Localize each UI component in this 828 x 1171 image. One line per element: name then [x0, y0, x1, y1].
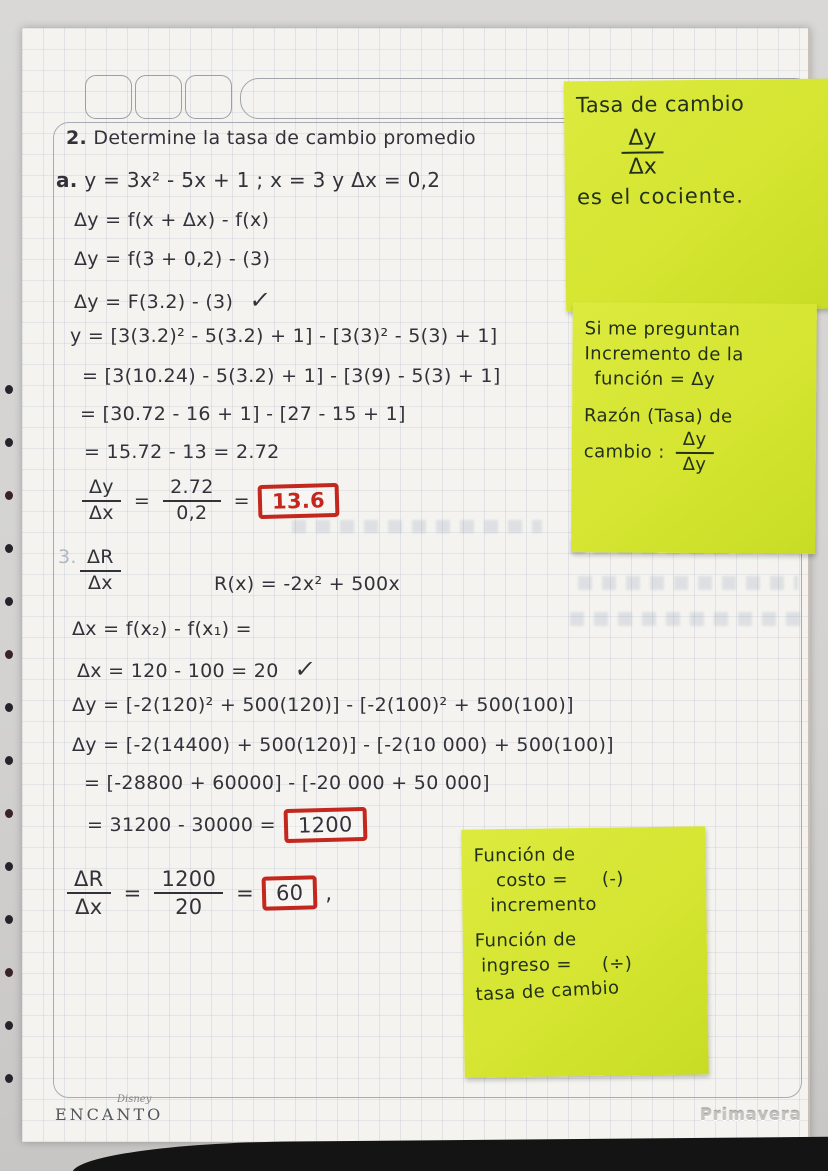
equation-line: [77, 655, 318, 683]
equals-sign: =: [236, 881, 255, 906]
checkmark-icon: ✓: [292, 655, 318, 683]
sticky2-line: Incremento de la: [584, 343, 744, 366]
binding-hole: [5, 1021, 13, 1030]
fraction-numerator: Δy: [676, 431, 714, 454]
binding-holes: [5, 385, 13, 1083]
bleed-through-marks: [578, 576, 798, 590]
sticky-note-cost-revenue: [461, 826, 708, 1077]
fraction-denominator: Δx: [89, 501, 114, 524]
sticky2-line: función = Δy: [594, 368, 716, 391]
final-rate-result-line: [62, 868, 332, 918]
problem-number-line: [66, 127, 476, 149]
fraction-dR-dx: [80, 548, 121, 594]
equation-line: = [3(10.24) - 5(3.2) + 1] - [3(9) - 5(3) + 1]: [82, 365, 501, 387]
fraction-denominator: Δy: [682, 453, 707, 475]
header-box-2: [135, 75, 182, 119]
binding-hole: [5, 544, 13, 553]
revenue-function: R(x) = -2x² + 500x: [214, 573, 400, 595]
fraction-numerator: Δy: [82, 478, 121, 502]
binding-hole: [5, 1074, 13, 1083]
equation-line: y = [3(3.2)² - 5(3.2) + 1] - [3(3)² - 5(3) + 1]: [70, 325, 498, 347]
fraction-numerator: ΔR: [67, 868, 111, 894]
fraction-denominator: 0,2: [176, 501, 208, 524]
sticky2-fraction: [676, 428, 714, 475]
equals-sign: =: [123, 881, 142, 906]
checkmark-icon: ✓: [247, 286, 272, 314]
equation-text: Δx = 120 - 100 = 20: [77, 660, 279, 682]
header-box-1: [85, 75, 132, 119]
equation-line: Δy = [-2(120)² + 500(120)] - [-2(100)² + 500(100)]: [72, 694, 574, 716]
fraction-dy-dx: [82, 478, 121, 524]
equation-line: [56, 168, 440, 192]
header-box-3: [185, 75, 232, 119]
sticky3-line: [481, 952, 695, 976]
binding-hole: [5, 968, 13, 977]
sticky3-line: tasa de cambio: [475, 977, 620, 1006]
disney-script-logo: Disney: [117, 1094, 152, 1105]
boxed-answer-13-6: 13.6: [257, 483, 339, 519]
binding-hole: [5, 385, 13, 394]
equation-line: [74, 286, 270, 314]
equals-sign: =: [133, 489, 151, 512]
sticky1-fraction: [621, 126, 664, 179]
sticky3-line: [496, 867, 694, 891]
sticky-note-rate-definition: [564, 79, 828, 312]
boxed-answer-60: 60: [262, 875, 318, 911]
binding-hole: [5, 862, 13, 871]
bleed-through-marks: [570, 612, 800, 626]
fraction-denominator: Δx: [75, 895, 103, 920]
sticky2-text: cambio :: [583, 441, 665, 464]
encanto-logo: [55, 1094, 163, 1124]
comma: ,: [325, 881, 333, 906]
equation-line: = [30.72 - 16 + 1] - [27 - 15 + 1]: [80, 403, 406, 425]
problem-number: 2.: [66, 127, 88, 149]
equation-text: = 31200 - 30000 =: [87, 814, 276, 836]
fraction-numerator: 2.72: [163, 478, 221, 502]
sticky-note-increment-vs-rate: [571, 302, 817, 554]
fraction-dR-dx: [67, 868, 111, 918]
fraction-denominator: 20: [175, 895, 203, 920]
sticky3-line: Función de: [474, 929, 577, 952]
section-number: 3.: [58, 546, 77, 568]
sticky3-line: Función de: [473, 844, 576, 867]
equation-line: = [-28800 + 60000] - [-20 000 + 50 000]: [84, 772, 490, 794]
encanto-wordmark: ENCANTO: [55, 1105, 164, 1124]
sticky2-line: [584, 430, 804, 475]
minus-in-parens: (-): [601, 868, 624, 890]
divide-in-parens: (÷): [601, 953, 633, 975]
equation-line: [87, 808, 367, 842]
fraction-numerator: ΔR: [80, 548, 121, 572]
sticky2-line: Si me preguntan: [584, 318, 741, 341]
equation-line: Δy = f(3 + 0,2) - (3): [74, 248, 271, 270]
fraction-272-02: [163, 478, 221, 524]
binding-hole: [5, 650, 13, 659]
primavera-brand: Primavera: [700, 1105, 802, 1124]
equation-text: Δy = F(3.2) - (3): [74, 291, 234, 313]
binding-hole: [5, 438, 13, 447]
equation-line: Δy = f(x + Δx) - f(x): [74, 209, 270, 231]
fraction: [80, 548, 121, 594]
binding-hole: [5, 703, 13, 712]
equals-sign: =: [233, 489, 250, 512]
rate-of-change-result-line: [77, 478, 339, 524]
equation-line: Δx = f(x₂) - f(x₁) =: [72, 618, 252, 640]
item-label: a.: [56, 168, 78, 192]
fraction-denominator: Δx: [628, 154, 657, 180]
binding-hole: [5, 756, 13, 765]
fraction-denominator: Δx: [87, 571, 113, 594]
sticky1-title: Tasa de cambio: [575, 91, 745, 118]
binding-hole: [5, 597, 13, 606]
given-function: y = 3x² - 5x + 1 ; x = 3 y Δx = 0,2: [84, 168, 441, 192]
binding-hole: [5, 809, 13, 818]
fraction-numerator: 1200: [154, 868, 223, 894]
equation-line: Δy = [-2(14400) + 500(120)] - [-2(10 000) + 500(100)]: [72, 734, 614, 756]
sticky3-text: ingreso =: [481, 954, 573, 977]
binding-hole: [5, 491, 13, 500]
binding-hole: [5, 915, 13, 924]
notebook-page: [22, 28, 810, 1142]
sticky1-caption: es el cociente.: [576, 183, 744, 210]
equation-line: = 15.72 - 13 = 2.72: [84, 441, 280, 463]
fraction-numerator: Δy: [621, 126, 663, 154]
sticky3-text: costo =: [495, 869, 569, 892]
boxed-answer-1200: 1200: [283, 807, 367, 843]
fraction-1200-20: [154, 868, 223, 918]
sticky3-line: incremento: [490, 893, 597, 917]
sticky2-line: Razón (Tasa) de: [584, 405, 733, 428]
problem-title: Determine la tasa de cambio promedio: [93, 127, 476, 149]
